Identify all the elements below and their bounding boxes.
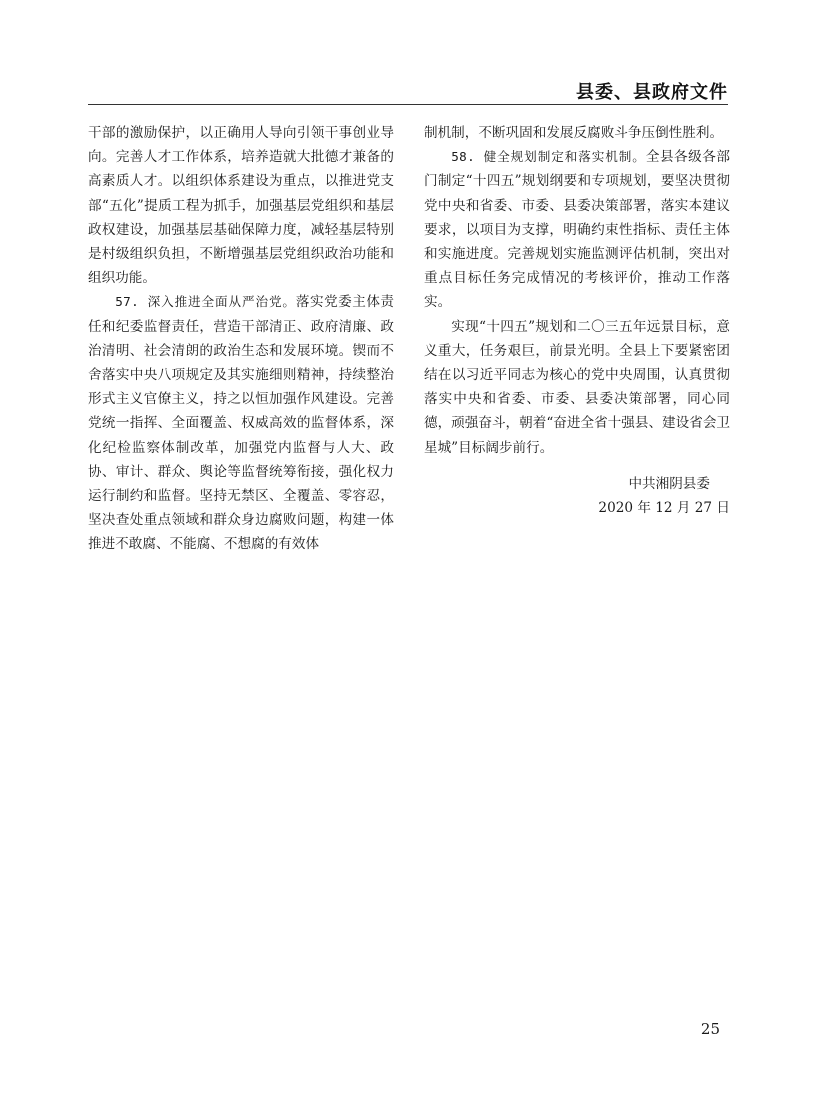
item-57 [88, 290, 394, 556]
item-58 [424, 145, 730, 314]
header-title: 县委、县政府文件 [576, 82, 728, 103]
paragraph-continued: 干部的激励保护，以正确用人导向引领干事创业导向。完善人才工作体系，培养造就大批德才兼备的高素质人才。以组织体系建设为重点，以推进党支部“五化”提质工程为抓手，加强基层党组织和基层政权建设，加强基层基础保障力度，减轻基层特别是村级组织负担，不断增强基层党组织政治功能和组织功能。 [88, 125, 394, 287]
item-57-body: 落实党委主体责任和纪委监督责任，营造干部清正、政府清廉、政治清明、社会清朗的政治生态和发展环境。锲而不舍落实中央八项规定及其实施细则精神，持续整治形式主义官僚主义，持之以恒加强作风建设。完善党统一指挥、全面覆盖、权威高效的监督体系，深化纪检监察体制改革，加强党内监督与人大、政协、审计、群众、舆论等监督统筹衔接，强化权力运行制约和监督。坚持无禁区、全覆盖、零容忍，坚决查处重点领域和群众身边腐败问题，构建一体推进不敢腐、不能腐、不想腐的有效体 [88, 294, 394, 553]
signature: 中共湘阴县委 [628, 475, 710, 492]
right-column [424, 121, 730, 520]
item-58-heading: 58. 健全规划制定和落实机制。 [451, 149, 646, 165]
signature-date: 2020 年 12 月 27 日 [598, 500, 730, 517]
header-rule [88, 104, 728, 105]
page-number: 25 [700, 1020, 720, 1038]
paragraph-continued-right: 制机制，不断巩固和发展反腐败斗争压倒性胜利。 [424, 125, 724, 141]
item-57-heading: 57. 深入推进全面从严治党。 [115, 294, 296, 310]
item-58-body: 全县各级各部门制定“十四五”规划纲要和专项规划，要坚决贯彻党中央和省委、市委、县委决策部署，落实本建议要求，以项目为支撑，明确约束性指标、责任主体和实施进度。完善规划实施监测评估机制，突出对重点目标任务完成情况的考核评价，推动工作落实。 [424, 149, 730, 311]
closing-paragraph: 实现“十四五”规划和二〇三五年远景目标，意义重大，任务艰巨，前景光明。全县上下要紧密团结在以习近平同志为核心的党中央周围，认真贯彻落实中央和省委、市委、县委决策部署，同心同德，顽强奋斗，朝着“奋进全省十强县、建设省会卫星城”目标阔步前行。 [424, 318, 731, 456]
left-column [88, 121, 394, 557]
